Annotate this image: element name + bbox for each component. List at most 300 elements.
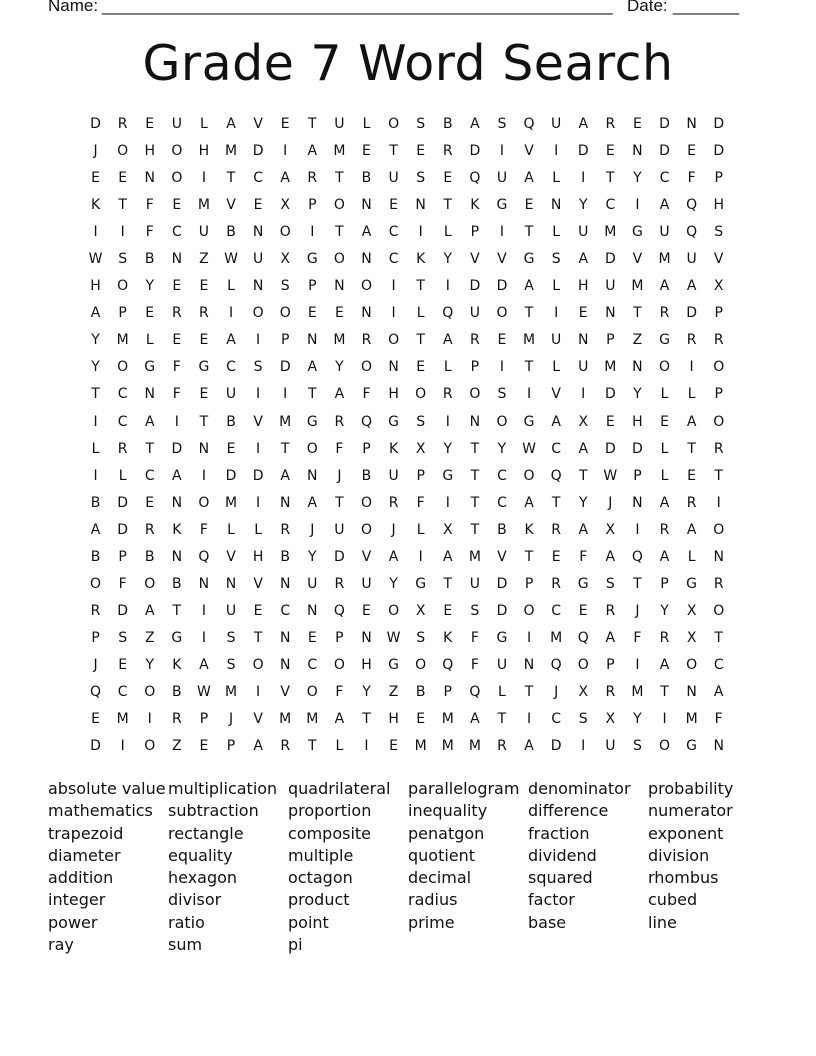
grid-letter[interactable]: E xyxy=(578,602,588,619)
grid-letter[interactable]: P xyxy=(362,440,371,457)
grid-letter[interactable]: T xyxy=(524,305,534,322)
grid-letter[interactable]: R xyxy=(713,440,724,457)
grid-letter[interactable]: N xyxy=(307,602,318,619)
grid-letter[interactable]: P xyxy=(606,656,615,673)
grid-letter[interactable]: D xyxy=(577,143,589,160)
grid-letter[interactable]: V xyxy=(253,413,263,430)
grid-letter[interactable]: T xyxy=(308,116,317,132)
grid-letter[interactable]: Y xyxy=(308,548,317,565)
grid-letter[interactable]: M xyxy=(604,224,617,241)
grid-letter[interactable]: U xyxy=(659,224,670,241)
grid-letter[interactable]: W xyxy=(603,467,618,484)
grid-letter[interactable]: I xyxy=(418,548,423,565)
grid-letter[interactable]: R xyxy=(334,575,345,592)
grid-letter[interactable]: I xyxy=(228,305,234,322)
grid-letter[interactable]: A xyxy=(524,278,534,295)
grid-letter[interactable]: P xyxy=(91,629,100,646)
grid-letter[interactable]: R xyxy=(551,575,561,592)
grid-letter[interactable]: D xyxy=(604,251,616,268)
grid-letter[interactable]: W xyxy=(88,251,103,268)
grid-letter[interactable]: O xyxy=(360,521,372,538)
grid-letter[interactable]: Y xyxy=(633,711,642,728)
grid-letter[interactable]: Y xyxy=(91,332,100,349)
grid-letter[interactable]: C xyxy=(280,602,291,619)
grid-letter[interactable]: V xyxy=(361,548,372,565)
grid-letter[interactable]: I xyxy=(93,467,98,484)
grid-letter[interactable]: G xyxy=(577,575,589,592)
grid-letter[interactable]: O xyxy=(117,359,129,376)
grid-letter[interactable]: X xyxy=(280,197,290,214)
grid-letter[interactable]: I xyxy=(581,738,586,755)
grid-letter[interactable]: I xyxy=(283,386,288,403)
grid-letter[interactable]: N xyxy=(388,359,399,376)
grid-letter[interactable]: B xyxy=(172,683,182,700)
grid-letter[interactable]: S xyxy=(551,251,561,268)
grid-letter[interactable]: A xyxy=(442,332,453,349)
grid-letter[interactable]: Z xyxy=(388,683,399,700)
grid-letter[interactable]: A xyxy=(659,197,670,214)
grid-letter[interactable]: R xyxy=(659,521,670,538)
grid-letter[interactable]: O xyxy=(144,738,156,755)
grid-letter[interactable]: O xyxy=(117,278,129,295)
grid-letter[interactable]: F xyxy=(172,359,181,376)
grid-letter[interactable]: G xyxy=(686,575,698,592)
grid-letter[interactable]: U xyxy=(388,170,399,187)
grid-letter[interactable]: L xyxy=(91,440,100,457)
grid-letter[interactable]: I xyxy=(716,494,721,511)
grid-letter[interactable]: U xyxy=(496,656,508,673)
grid-letter[interactable]: R xyxy=(442,386,453,403)
grid-letter[interactable]: D xyxy=(496,575,508,592)
grid-letter[interactable]: O xyxy=(333,251,345,268)
grid-letter[interactable]: J xyxy=(635,602,640,619)
grid-letter[interactable]: O xyxy=(144,575,156,592)
grid-letter[interactable]: L xyxy=(660,386,669,403)
grid-letter[interactable]: O xyxy=(415,386,427,403)
grid-letter[interactable]: T xyxy=(362,711,371,728)
grid-letter[interactable]: D xyxy=(496,602,508,619)
grid-letter[interactable]: P xyxy=(443,683,452,700)
grid-letter[interactable]: O xyxy=(496,305,508,322)
grid-letter[interactable]: K xyxy=(470,197,480,214)
grid-letter[interactable]: M xyxy=(116,332,129,349)
grid-letter[interactable]: N xyxy=(307,467,318,484)
grid-letter[interactable]: U xyxy=(334,521,345,538)
grid-letter[interactable]: O xyxy=(659,738,671,755)
grid-letter[interactable]: D xyxy=(117,602,129,619)
grid-letter[interactable]: E xyxy=(199,738,209,755)
grid-letter[interactable]: N xyxy=(415,197,426,214)
grid-letter[interactable]: T xyxy=(470,467,480,484)
grid-letter[interactable]: R xyxy=(605,602,616,619)
grid-letter[interactable]: A xyxy=(144,413,155,430)
grid-letter[interactable]: L xyxy=(443,359,452,376)
grid-letter[interactable]: R xyxy=(117,440,128,457)
grid-letter[interactable]: N xyxy=(523,656,535,673)
grid-letter[interactable]: D xyxy=(279,359,291,376)
grid-letter[interactable]: D xyxy=(469,143,481,160)
grid-letter[interactable]: L xyxy=(227,521,235,538)
grid-letter[interactable]: T xyxy=(633,575,642,592)
grid-letter[interactable]: P xyxy=(524,575,534,592)
grid-letter[interactable]: U xyxy=(551,116,562,132)
grid-letter[interactable]: I xyxy=(256,440,261,457)
grid-letter[interactable]: H xyxy=(388,386,399,403)
grid-letter[interactable]: P xyxy=(633,467,642,484)
grid-letter[interactable]: M xyxy=(279,413,292,430)
grid-letter[interactable]: E xyxy=(145,116,155,132)
grid-letter[interactable]: U xyxy=(252,251,264,268)
grid-letter[interactable]: N xyxy=(550,197,562,214)
grid-letter[interactable]: K xyxy=(388,440,399,457)
grid-letter[interactable]: C xyxy=(551,602,562,619)
grid-letter[interactable]: B xyxy=(280,548,290,565)
grid-letter[interactable]: M xyxy=(116,711,129,728)
grid-letter[interactable]: N xyxy=(632,494,643,511)
grid-letter[interactable]: T xyxy=(714,629,723,646)
grid-letter[interactable]: X xyxy=(605,711,616,728)
grid-letter[interactable]: H xyxy=(361,656,372,673)
grid-letter[interactable]: N xyxy=(334,278,345,295)
grid-letter[interactable]: M xyxy=(550,629,563,646)
grid-letter[interactable]: R xyxy=(659,629,670,646)
grid-letter[interactable]: M xyxy=(604,359,617,376)
grid-letter[interactable]: L xyxy=(552,170,561,187)
grid-letter[interactable]: U xyxy=(388,467,399,484)
grid-letter[interactable]: S xyxy=(632,738,642,755)
grid-letter[interactable]: U xyxy=(198,224,210,241)
grid-letter[interactable]: A xyxy=(307,494,318,511)
grid-letter[interactable]: S xyxy=(578,711,588,728)
grid-letter[interactable]: P xyxy=(416,467,425,484)
grid-letter[interactable]: M xyxy=(279,711,292,728)
grid-letter[interactable]: I xyxy=(201,467,206,484)
grid-letter[interactable]: D xyxy=(659,116,670,132)
grid-letter[interactable]: D xyxy=(713,116,725,132)
grid-letter[interactable]: A xyxy=(713,683,724,700)
grid-letter[interactable]: L xyxy=(416,305,425,322)
grid-letter[interactable]: X xyxy=(578,413,589,430)
grid-letter[interactable]: N xyxy=(171,548,183,565)
grid-letter[interactable]: M xyxy=(333,143,346,160)
grid-letter[interactable]: T xyxy=(578,467,588,484)
grid-letter[interactable]: Q xyxy=(360,413,372,430)
grid-letter[interactable]: T xyxy=(308,386,317,403)
grid-letter[interactable]: E xyxy=(307,305,317,322)
grid-letter[interactable]: E xyxy=(145,305,155,322)
grid-letter[interactable]: O xyxy=(469,386,481,403)
grid-letter[interactable]: S xyxy=(280,278,290,295)
grid-letter[interactable]: I xyxy=(499,224,505,241)
grid-letter[interactable]: B xyxy=(442,116,453,132)
grid-letter[interactable]: M xyxy=(333,332,346,349)
grid-letter[interactable]: Z xyxy=(632,332,643,349)
grid-letter[interactable]: Q xyxy=(631,548,643,565)
grid-letter[interactable]: U xyxy=(307,575,318,592)
grid-letter[interactable]: T xyxy=(335,224,344,241)
grid-letter[interactable]: E xyxy=(416,143,426,160)
grid-letter[interactable]: Q xyxy=(577,629,589,646)
grid-letter[interactable]: T xyxy=(253,629,263,646)
grid-letter[interactable]: I xyxy=(445,413,450,430)
grid-letter[interactable]: O xyxy=(388,332,400,349)
grid-letter[interactable]: V xyxy=(470,251,480,268)
grid-letter[interactable]: L xyxy=(552,359,561,376)
grid-letter[interactable]: I xyxy=(310,224,315,241)
grid-letter[interactable]: M xyxy=(468,548,481,565)
grid-letter[interactable]: S xyxy=(497,386,507,403)
grid-letter[interactable]: A xyxy=(334,386,345,403)
grid-letter[interactable]: T xyxy=(226,170,236,187)
grid-letter[interactable]: O xyxy=(388,602,400,619)
grid-letter[interactable]: D xyxy=(604,440,616,457)
grid-letter[interactable]: N xyxy=(279,656,291,673)
grid-letter[interactable]: J xyxy=(391,521,396,538)
grid-letter[interactable]: Z xyxy=(172,738,182,755)
grid-letter[interactable]: A xyxy=(659,494,670,511)
grid-letter[interactable]: F xyxy=(145,224,154,241)
grid-letter[interactable]: C xyxy=(253,170,263,187)
grid-letter[interactable]: E xyxy=(551,548,561,565)
grid-letter[interactable]: C xyxy=(307,656,318,673)
grid-letter[interactable]: M xyxy=(658,251,671,268)
grid-letter[interactable]: R xyxy=(469,332,480,349)
grid-letter[interactable]: A xyxy=(199,656,209,673)
grid-letter[interactable]: R xyxy=(442,143,453,160)
grid-letter[interactable]: E xyxy=(443,170,453,187)
grid-letter[interactable]: E xyxy=(389,738,398,755)
grid-letter[interactable]: T xyxy=(389,143,398,160)
grid-letter[interactable]: P xyxy=(335,629,344,646)
grid-letter[interactable]: E xyxy=(416,711,426,728)
grid-letter[interactable]: V xyxy=(713,251,724,268)
grid-letter[interactable]: S xyxy=(605,575,615,592)
grid-letter[interactable]: N xyxy=(198,440,210,457)
grid-letter[interactable]: D xyxy=(117,494,129,511)
grid-letter[interactable]: Q xyxy=(469,683,481,700)
grid-letter[interactable]: P xyxy=(199,711,209,728)
grid-letter[interactable]: A xyxy=(686,521,697,538)
grid-letter[interactable]: U xyxy=(225,386,237,403)
grid-letter[interactable]: E xyxy=(307,629,317,646)
grid-letter[interactable]: P xyxy=(226,738,236,755)
grid-letter[interactable]: Y xyxy=(362,683,371,700)
grid-letter[interactable]: I xyxy=(147,711,152,728)
grid-letter[interactable]: I xyxy=(526,711,532,728)
grid-letter[interactable]: A xyxy=(686,413,697,430)
grid-letter[interactable]: N xyxy=(632,143,643,160)
grid-letter[interactable]: F xyxy=(172,386,181,403)
grid-letter[interactable]: I xyxy=(201,602,206,619)
grid-letter[interactable]: L xyxy=(660,467,669,484)
grid-letter[interactable]: A xyxy=(442,548,453,565)
grid-letter[interactable]: U xyxy=(605,278,616,295)
grid-letter[interactable]: E xyxy=(605,143,615,160)
grid-letter[interactable]: D xyxy=(252,143,264,160)
grid-letter[interactable]: C xyxy=(117,386,128,403)
grid-letter[interactable]: W xyxy=(224,251,238,268)
grid-letter[interactable]: F xyxy=(335,440,344,457)
grid-letter[interactable]: R xyxy=(144,521,155,538)
grid-letter[interactable]: S xyxy=(416,116,426,132)
grid-letter[interactable]: F xyxy=(199,521,208,538)
grid-letter[interactable]: D xyxy=(171,440,183,457)
grid-letter[interactable]: C xyxy=(117,683,128,700)
grid-letter[interactable]: O xyxy=(523,467,535,484)
grid-letter[interactable]: M xyxy=(441,738,454,755)
grid-letter[interactable]: E xyxy=(687,143,697,160)
grid-letter[interactable]: W xyxy=(197,683,211,700)
grid-letter[interactable]: D xyxy=(252,467,264,484)
grid-letter[interactable]: Q xyxy=(198,548,210,565)
grid-letter[interactable]: N xyxy=(171,251,183,268)
grid-letter[interactable]: T xyxy=(633,305,642,322)
grid-letter[interactable]: O xyxy=(360,278,372,295)
grid-letter[interactable]: Q xyxy=(686,224,698,241)
grid-letter[interactable]: Y xyxy=(633,170,642,187)
grid-letter[interactable]: E xyxy=(524,197,534,214)
grid-letter[interactable]: L xyxy=(335,738,344,755)
grid-letter[interactable]: A xyxy=(659,278,670,295)
grid-letter[interactable]: I xyxy=(174,413,179,430)
grid-letter[interactable]: D xyxy=(496,278,508,295)
grid-letter[interactable]: L xyxy=(443,224,452,241)
grid-letter[interactable]: T xyxy=(524,548,534,565)
grid-letter[interactable]: V xyxy=(253,711,263,728)
grid-letter[interactable]: C xyxy=(388,224,399,241)
grid-letter[interactable]: D xyxy=(90,116,101,132)
grid-letter[interactable]: A xyxy=(686,278,697,295)
grid-letter[interactable]: P xyxy=(714,386,723,403)
grid-letter[interactable]: Y xyxy=(660,602,669,619)
grid-letter[interactable]: K xyxy=(172,521,182,538)
grid-letter[interactable]: I xyxy=(256,332,261,349)
grid-letter[interactable]: U xyxy=(469,575,480,592)
grid-letter[interactable]: P xyxy=(714,170,723,187)
grid-letter[interactable]: M xyxy=(523,332,536,349)
grid-letter[interactable]: L xyxy=(118,467,127,484)
grid-letter[interactable]: I xyxy=(391,305,396,322)
grid-letter[interactable]: T xyxy=(280,440,290,457)
grid-letter[interactable]: V xyxy=(551,386,561,403)
grid-letter[interactable]: E xyxy=(118,170,128,187)
grid-letter[interactable]: T xyxy=(308,738,317,755)
grid-letter[interactable]: E xyxy=(172,332,182,349)
grid-letter[interactable]: I xyxy=(120,224,125,241)
grid-letter[interactable]: S xyxy=(497,116,507,132)
grid-letter[interactable]: R xyxy=(307,170,318,187)
grid-letter[interactable]: I xyxy=(283,143,288,160)
grid-letter[interactable]: T xyxy=(687,440,696,457)
grid-letter[interactable]: R xyxy=(686,494,697,511)
grid-letter[interactable]: I xyxy=(201,170,206,187)
grid-letter[interactable]: V xyxy=(524,143,534,160)
grid-letter[interactable]: R xyxy=(497,738,507,755)
grid-letter[interactable]: I xyxy=(581,386,586,403)
grid-letter[interactable]: R xyxy=(334,413,345,430)
grid-letter[interactable]: H xyxy=(577,278,589,295)
grid-letter[interactable]: Q xyxy=(523,116,535,132)
grid-letter[interactable]: H xyxy=(90,278,101,295)
grid-letter[interactable]: R xyxy=(90,602,101,619)
grid-letter[interactable]: A xyxy=(605,548,616,565)
grid-letter[interactable]: R xyxy=(605,683,616,700)
grid-letter[interactable]: A xyxy=(280,467,290,484)
grid-letter[interactable]: Y xyxy=(497,440,507,457)
grid-letter[interactable]: H xyxy=(388,711,399,728)
grid-letter[interactable]: P xyxy=(118,305,127,322)
grid-letter[interactable]: Y xyxy=(389,575,398,592)
grid-letter[interactable]: R xyxy=(686,332,697,349)
grid-letter[interactable]: R xyxy=(713,332,724,349)
grid-letter[interactable]: O xyxy=(388,116,400,132)
grid-letter[interactable]: O xyxy=(252,305,264,322)
grid-letter[interactable]: Q xyxy=(333,602,345,619)
grid-letter[interactable]: A xyxy=(226,332,236,349)
grid-letter[interactable]: R xyxy=(199,305,209,322)
grid-letter[interactable]: A xyxy=(388,548,399,565)
grid-letter[interactable]: I xyxy=(689,359,694,376)
grid-letter[interactable]: E xyxy=(172,278,182,295)
grid-letter[interactable]: E xyxy=(253,197,263,214)
grid-letter[interactable]: H xyxy=(144,143,155,160)
grid-letter[interactable]: T xyxy=(145,440,155,457)
grid-letter[interactable]: L xyxy=(227,278,235,295)
grid-letter[interactable]: O xyxy=(713,521,725,538)
grid-letter[interactable]: Y xyxy=(578,494,588,511)
grid-letter[interactable]: T xyxy=(91,386,100,403)
grid-letter[interactable]: C xyxy=(551,711,562,728)
grid-letter[interactable]: Q xyxy=(90,683,102,700)
grid-letter[interactable]: Y xyxy=(633,386,642,403)
grid-letter[interactable]: R xyxy=(659,305,670,322)
grid-letter[interactable]: D xyxy=(604,386,616,403)
grid-letter[interactable]: T xyxy=(335,170,344,187)
grid-letter[interactable]: R xyxy=(551,521,561,538)
grid-letter[interactable]: R xyxy=(117,116,128,132)
grid-letter[interactable]: K xyxy=(443,629,453,646)
grid-letter[interactable]: C xyxy=(713,656,724,673)
grid-letter[interactable]: K xyxy=(90,197,101,214)
grid-letter[interactable]: A xyxy=(280,170,290,187)
grid-letter[interactable]: T xyxy=(335,494,344,511)
grid-letter[interactable]: T xyxy=(497,711,507,728)
grid-letter[interactable]: U xyxy=(686,251,697,268)
grid-letter[interactable]: G xyxy=(388,656,399,673)
grid-letter[interactable]: R xyxy=(171,711,182,728)
grid-letter[interactable]: J xyxy=(93,656,98,673)
grid-letter[interactable]: D xyxy=(713,143,725,160)
grid-letter[interactable]: O xyxy=(252,656,264,673)
grid-letter[interactable]: L xyxy=(660,440,669,457)
grid-letter[interactable]: G xyxy=(686,738,698,755)
grid-letter[interactable]: E xyxy=(578,305,588,322)
grid-letter[interactable]: T xyxy=(443,575,453,592)
grid-letter[interactable]: X xyxy=(280,251,290,268)
grid-letter[interactable]: O xyxy=(198,494,210,511)
grid-letter[interactable]: S xyxy=(118,629,128,646)
grid-letter[interactable]: T xyxy=(199,413,209,430)
grid-letter[interactable]: L xyxy=(200,116,208,132)
grid-letter[interactable]: E xyxy=(253,602,263,619)
grid-letter[interactable]: G xyxy=(415,575,427,592)
grid-letter[interactable]: I xyxy=(635,521,640,538)
grid-letter[interactable]: N xyxy=(577,332,589,349)
grid-letter[interactable]: L xyxy=(145,332,154,349)
grid-letter[interactable]: I xyxy=(256,683,261,700)
grid-letter[interactable]: F xyxy=(145,197,154,214)
grid-letter[interactable]: I xyxy=(445,278,450,295)
